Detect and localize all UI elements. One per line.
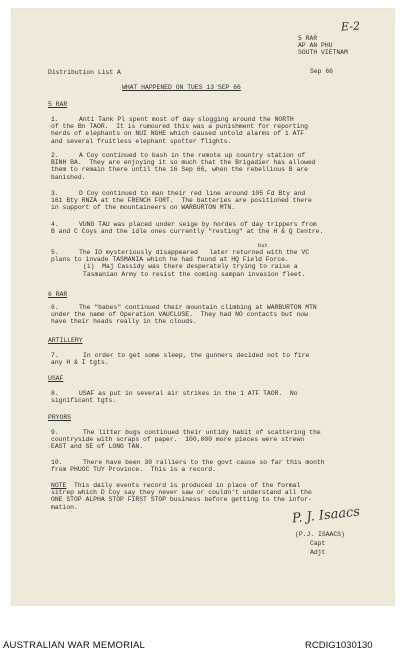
paragraph-line: The litter bugs continued their untidy habit of scattering the <box>83 429 321 436</box>
paragraph-10 <box>51 459 325 473</box>
note-line <box>51 482 312 489</box>
paragraph-line: D Coy continued to man their red line around 105 Fd Bty and <box>79 190 306 197</box>
paragraph-line: under the name of Operation VAUCLUSE. They had NO contacts but now <box>51 311 308 319</box>
paragraph-line: of the Bn TAOR. It is rumoured this was a punishment for reporting <box>51 123 308 131</box>
note-line: sitrep which D Coy say they never saw or couldn't understand all the <box>51 489 312 497</box>
paragraph-line: in support of the mountaineers on WARBURTON MTN. <box>51 204 236 212</box>
paragraph-line: The "babes" continued their mountain climbing at WARBURTON MTN <box>79 304 317 311</box>
paragraph-1 <box>51 116 308 145</box>
paragraph-line: banished. <box>51 173 86 181</box>
paragraph-number: 2. <box>51 152 59 159</box>
header-address <box>298 35 348 57</box>
paragraph-number: 8. <box>51 390 59 397</box>
paragraph-line: Tasmanian Army to resist the coming sampan invasion fleet. <box>83 270 306 278</box>
distribution-list: Distribution List A <box>48 69 121 76</box>
signatory-rank: Capt <box>310 540 326 547</box>
paragraph-number: 5. <box>51 249 59 256</box>
paragraph-8 <box>51 390 298 404</box>
paragraph-line: countryside with scraps of paper. 100,000 more pieces were strewn <box>51 436 305 444</box>
paragraph-number: 4. <box>51 221 59 228</box>
section-artillery: ARTILLERY <box>48 337 83 344</box>
signatory-role: Adjt <box>310 549 326 556</box>
paragraph-line: have their heads really in the clouds. <box>51 318 197 326</box>
paragraph-line: Anti Tank Pl spent most of day slogging around the NORTH <box>79 116 294 123</box>
header-location: SOUTH VIETNAM <box>298 49 348 57</box>
document-title: WHAT HAPPENED ON TUES 13 SEP 66 <box>122 84 241 91</box>
section-usaf: USAF <box>48 375 64 382</box>
paragraph-line: plans to invade TASMANIA which he had found at HQ Field Force. <box>51 256 289 264</box>
paragraph-6 <box>51 304 317 326</box>
archive-label: AUSTRALIAN WAR MEMORIAL <box>3 640 146 651</box>
note-label: NOTE <box>51 482 67 489</box>
paragraph-number: 9. <box>51 429 59 436</box>
paragraph-line: B and C Coys and the idle ones currently "resting" at the H & Q Centre. <box>51 228 324 236</box>
paragraph-2 <box>51 152 316 181</box>
archive-id: RCDIG1030130 <box>305 640 373 651</box>
paragraph-line: herds of elephants on NUI NGHE which caused untold alarms of 1 ATF <box>51 130 305 138</box>
paragraph-line: The IO mysteriously disappeared later returned with the VC <box>79 249 310 256</box>
paragraph-line: A Coy continued to bash in the remote up country station of <box>79 152 306 159</box>
paragraph-number: 10. <box>51 459 63 466</box>
handwritten-signature: P. J. Isaacs <box>291 504 361 527</box>
section-pryors: PRYORS <box>48 414 72 421</box>
header-post: AP AN PHU <box>298 42 333 50</box>
paragraph-line: from PHUOC TUY Province. This is a record. <box>51 466 216 474</box>
document-date: Sep 66 <box>310 68 334 75</box>
paragraph-line: VUNG TAU was placed under seige by hordes of day trippers from <box>79 221 317 228</box>
paragraph-line: any H & I tgts. <box>51 359 109 367</box>
paragraph-3 <box>51 190 312 212</box>
paragraph-9 <box>51 429 321 451</box>
paragraph-number: 1. <box>51 116 59 123</box>
paragraph-number: 7. <box>51 352 59 359</box>
paragraph-5 <box>51 249 309 278</box>
paragraph-line: 161 Bty RNZA at the FRENCH FORT. The batteries are positioned there <box>51 197 312 205</box>
note-block <box>51 482 312 511</box>
paragraph-line: In order to get some sleep, the gunners decided not to fire <box>83 352 310 359</box>
section-6rar: 6 RAR <box>48 291 68 298</box>
note-line: mation. <box>51 503 78 511</box>
header-unit: 5 RAR <box>298 35 318 42</box>
paragraph-line: BINH BA. They are enjoying it so much that the Brigadier has allowed <box>51 159 316 167</box>
signatory-name: (P.J. ISAACS) <box>295 531 345 538</box>
paragraph-line: There have been 30 ralliers to the govt cause so far this month <box>83 459 325 466</box>
paragraph-number: 6. <box>51 304 59 311</box>
paragraph-number: 3. <box>51 190 59 197</box>
paragraph-line: them to remain there until the 16 Sep 66, when the rebellious B are <box>51 166 308 174</box>
note-line: ONE STOP ALPHA STOP FIRST STOP business before getting to the infor- <box>51 496 312 504</box>
handwritten-insert: but <box>258 242 268 249</box>
paragraph-line: and several fruitless elephant spotter flights. <box>51 137 232 145</box>
paragraph-line: EAST and SE of LONG TAN. <box>51 443 144 451</box>
paragraph-4 <box>51 221 323 235</box>
paragraph-7 <box>51 352 309 366</box>
section-5rar: 5 RAR <box>48 101 68 108</box>
paragraph-line: USAF as put in several air strikes in the 1 ATF TAOR. No <box>79 390 298 397</box>
note-text: This daily events record is produced in place of the formal <box>66 482 301 489</box>
paragraph-line: (i) Maj Cassidy was there desperately trying to raise a <box>83 263 298 271</box>
handwritten-reference: E-2 <box>340 19 361 34</box>
paragraph-line: significant tgts. <box>51 397 117 405</box>
